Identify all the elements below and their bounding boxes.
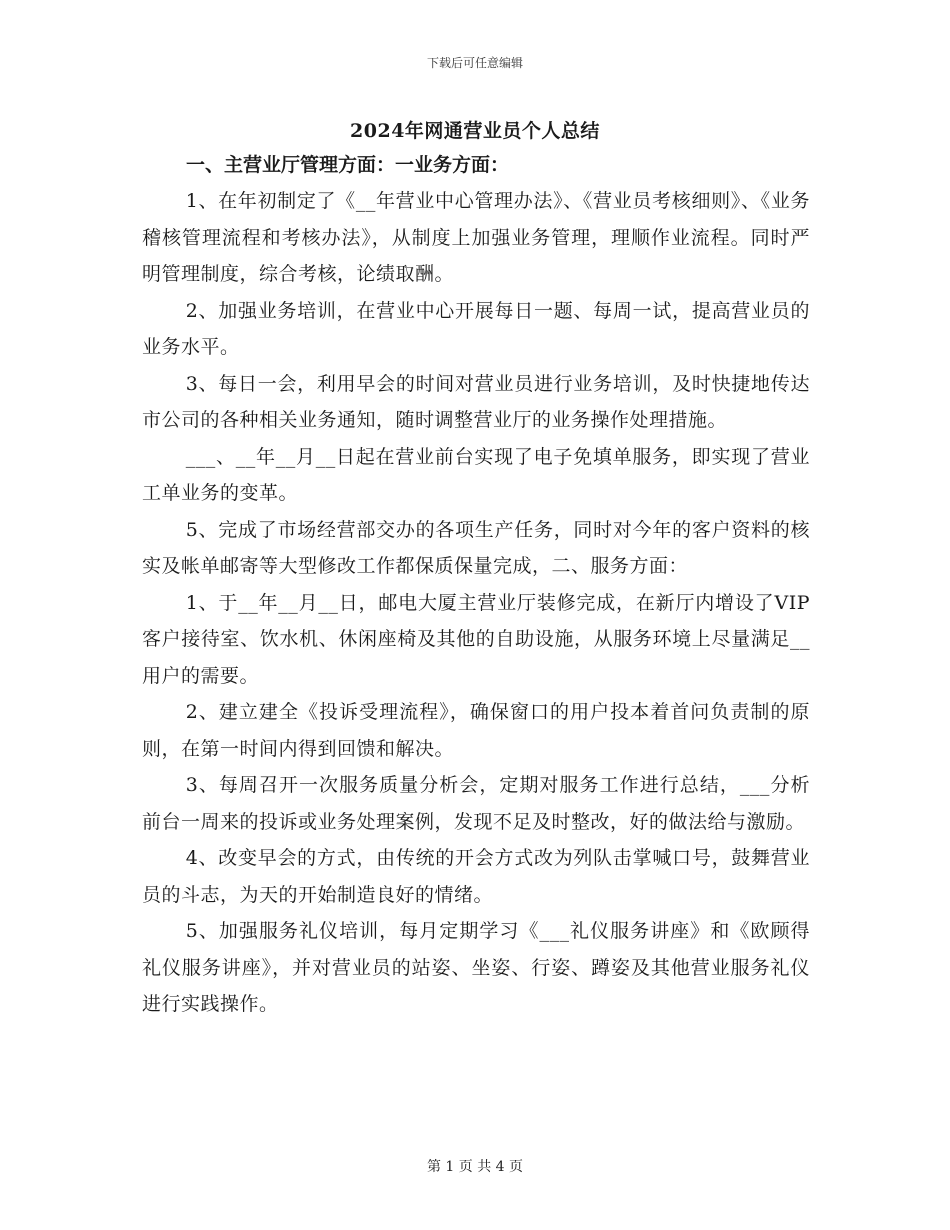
document-title: 2024年网通营业员个人总结 xyxy=(350,120,600,142)
header-note: 下载后可任意编辑 xyxy=(426,56,523,70)
document-body xyxy=(142,147,810,1023)
paragraph-10: 5、加强服务礼仪培训，每月定期学习《___礼仪服务讲座》和《欧顾得礼仪服务讲座》，并对营业员的站姿、坐姿、行姿、蹲姿及其他营业服务礼仪进行实践操作。 xyxy=(142,920,810,1015)
paragraph-6: 1、于__年__月__日，邮电大厦主营业厅装修完成，在新厅内增设了VIP客户接待室、饮水机、休闲座椅及其他的自助设施，从服务环境上尽量满足__用户的需要。 xyxy=(142,591,810,687)
paragraph-8: 3、每周召开一次服务质量分析会，定期对服务工作进行总结，___分析前台一周来的投诉或业务处理案例，发现不足及时整改，好的做法给与激励。 xyxy=(142,774,810,833)
paragraph-9: 4、改变早会的方式，由传统的开会方式改为列队击掌喊口号，鼓舞营业员的斗志，为天的开始制造良好的情绪。 xyxy=(142,847,810,906)
paragraph-1: 1、在年初制定了《__年营业中心管理办法》、《营业员考核细则》、《业务稽核管理流程和考核办法》，从制度上加强业务管理，理顺作业流程。同时严明管理制度，综合考核，论绩取酬。 xyxy=(142,190,810,285)
page-footer: 第 1 页 共 4 页 xyxy=(426,1159,524,1175)
paragraph-7: 2、建立建全《投诉受理流程》，确保窗口的用户投本着首问负责制的原则，在第一时间内得到回馈和解决。 xyxy=(142,701,810,760)
section-heading: 一、主营业厅管理方面：一业务方面： xyxy=(186,154,510,176)
paragraph-2: 2、加强业务培训，在营业中心开展每日一题、每周一试，提高营业员的业务水平。 xyxy=(142,299,810,358)
paragraph-3: 3、每日一会，利用早会的时间对营业员进行业务培训，及时快捷地传达市公司的各种相关业务通知，随时调整营业厅的业务操作处理措施。 xyxy=(142,372,810,431)
paragraph-5: 5、完成了市场经营部交办的各项生产任务，同时对今年的客户资料的核实及帐单邮寄等大型修改工作都保质保量完成，二、服务方面： xyxy=(142,518,810,577)
paragraph-4: ___、__年__月__日起在营业前台实现了电子免填单服务，即实现了营业工单业务的变革。 xyxy=(142,445,810,504)
